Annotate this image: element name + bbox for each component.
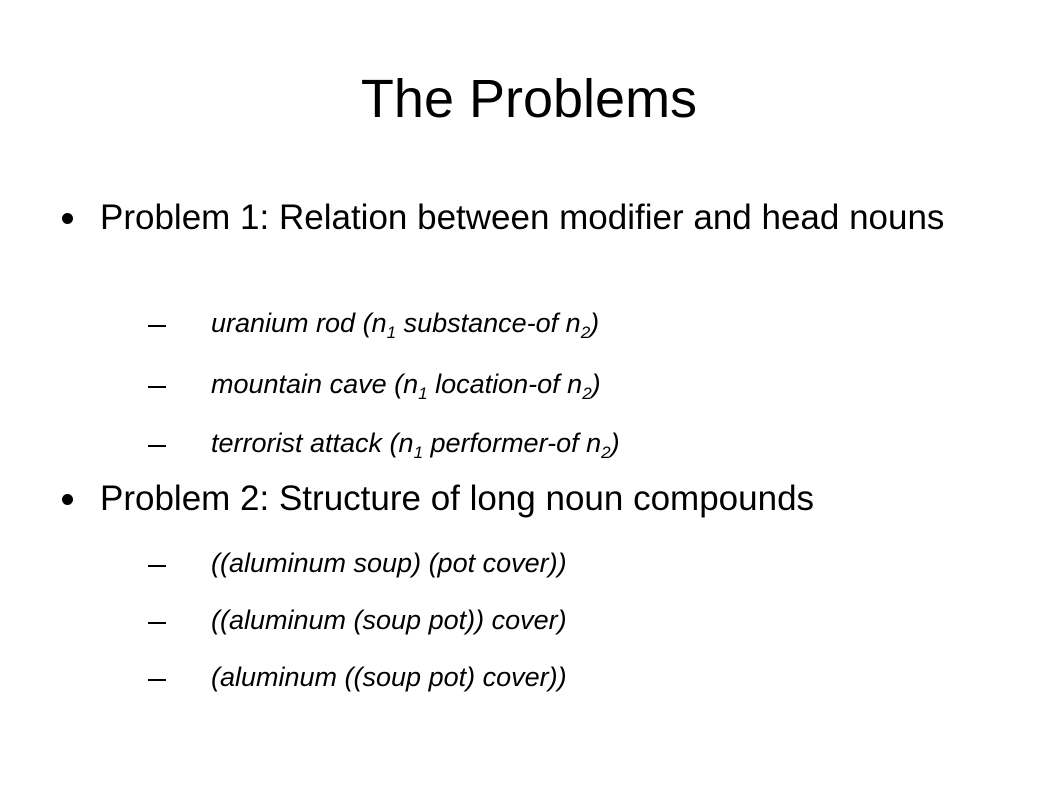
bullet-dot-icon [62, 213, 73, 224]
sub-bullet-example [148, 660, 1008, 700]
slide-title: The Problems [360, 69, 698, 129]
sub-bullet-text: (aluminum ((soup pot) cover)) [211, 662, 567, 692]
dash-icon [148, 565, 166, 567]
bullet-text: Problem 2: Structure of long noun compounds [100, 479, 815, 518]
dash-icon [148, 622, 166, 624]
bullet-problem-1 [62, 196, 1002, 286]
sub-bullet-example [148, 603, 1008, 643]
bullet-dot-icon [62, 494, 73, 505]
sub-bullet-example [148, 306, 1008, 346]
sub-bullet-example [148, 546, 1008, 586]
dash-icon [148, 679, 166, 681]
bullet-text: Problem 1: Relation between modifier and head nouns [100, 198, 945, 237]
sub-bullet-example [148, 367, 1008, 407]
dash-icon [148, 445, 166, 447]
sub-bullet-text: ((aluminum (soup pot)) cover) [211, 605, 567, 635]
sub-bullet-text: uranium rod ($n_1$ substance-of $n_2$) [211, 308, 600, 342]
sub-bullet-text: ((aluminum soup) (pot cover)) [211, 548, 567, 578]
sub-bullet-text: terrorist attack ($n_1$ performer-of $n_2$) [211, 428, 620, 462]
sub-bullet-text: mountain cave ($n_1$ location-of $n_2$) [211, 369, 601, 403]
bullet-problem-2 [62, 477, 1002, 522]
dash-icon [148, 386, 166, 388]
sub-bullet-example [148, 426, 1008, 466]
dash-icon [148, 325, 166, 327]
